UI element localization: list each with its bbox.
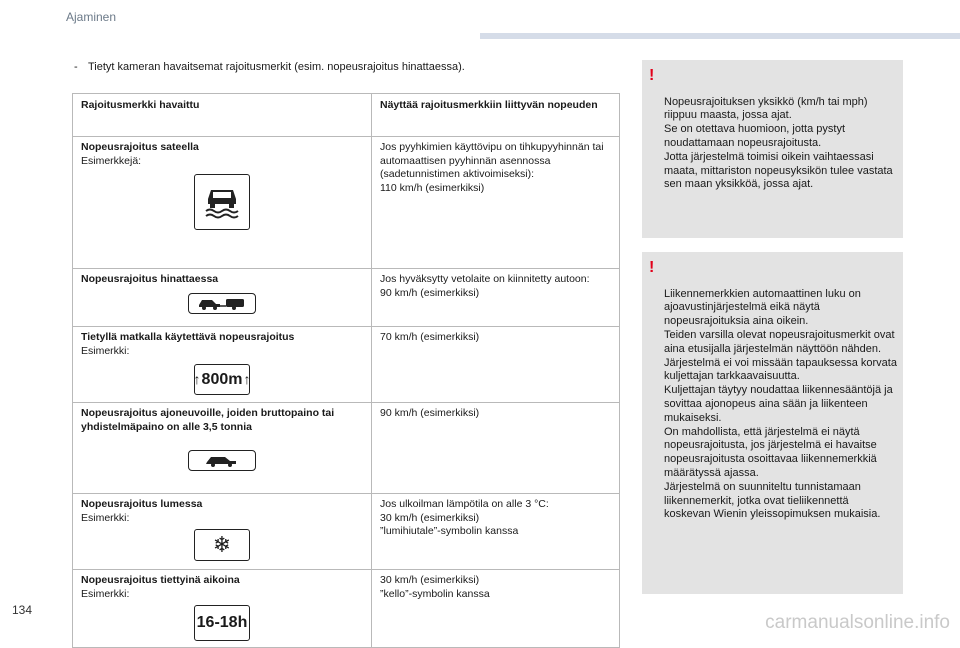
- row-title: Nopeusrajoitus ajoneuvoille, joiden bruttopaino tai yhdistelmäpaino on alle 3,5 tonnia: [81, 407, 335, 433]
- row-subtitle: Esimerkki:: [81, 587, 130, 600]
- time-period-icon: [194, 605, 250, 641]
- header-bar: [480, 33, 960, 39]
- warning-exclamation-icon: !: [649, 259, 655, 276]
- row-title: Tietyllä matkalla käytettävä nopeusrajoitus: [81, 331, 295, 343]
- distance-arrows-icon: ↑ 800m ↑: [194, 364, 250, 395]
- warning-exclamation-icon: !: [649, 67, 655, 84]
- table-row: [73, 570, 620, 648]
- row-subtitle: Esimerkki:: [81, 344, 130, 357]
- watermark: carmanualsonline.info: [765, 612, 950, 633]
- car-icon: [188, 450, 256, 471]
- sign-cell: [73, 570, 372, 648]
- speed-description: 70 km/h (esimerkiksi): [372, 327, 620, 403]
- table-header-row: [73, 94, 620, 137]
- speed-description: 30 km/h (esimerkiksi) ”kello”-symbolin kanssa: [372, 570, 620, 648]
- intro-sentence: Tietyt kameran havaitsemat rajoitusmerkit (esim. nopeusrajoitus hinattaessa).: [88, 61, 465, 73]
- table-row: [73, 327, 620, 403]
- note-text: Nopeusrajoituksen yksikkö (km/h tai mph) riippuu maasta, jossa ajat. Se on otettava huomioon, jotta pystyt noudattamaan nopeusrajoitusta. Jotta järjestelmä toimisi oikein vaihtaessasi maata, mittariston nopeusyksikön tulee vastata sen maan yksikköä, jossa ajat.: [664, 95, 893, 191]
- column-header-detected-sign: Rajoitusmerkki havaittu: [73, 94, 372, 137]
- sign-cell: [73, 137, 372, 269]
- row-subtitle: Esimerkki:: [81, 511, 130, 524]
- speed-description: Jos ulkoilman lämpötila on alle 3 °C: 30 km/h (esimerkiksi) ”lumihiutale”-symbolin kanssa: [372, 494, 620, 570]
- column-header-displayed-speed: Näyttää rajoitusmerkkiin liittyvän nopeuden: [372, 94, 620, 137]
- table-row: [73, 403, 620, 494]
- rain-road-car-icon: [194, 174, 250, 230]
- intro-text: [74, 61, 465, 73]
- row-title: Nopeusrajoitus tiettyinä aikoina: [81, 574, 240, 586]
- speed-description: Jos hyväksytty vetolaite on kiinnitetty autoon: 90 km/h (esimerkiksi): [372, 269, 620, 327]
- sign-cell: [73, 494, 372, 570]
- note-box-system-limits: [642, 252, 903, 594]
- sign-cell: [73, 403, 372, 494]
- note-box-speed-unit: [642, 60, 903, 238]
- distance-sign-text: 800m: [201, 370, 243, 388]
- row-title: Nopeusrajoitus lumessa: [81, 498, 203, 510]
- section-title: Ajaminen: [66, 10, 117, 24]
- speed-description: 90 km/h (esimerkiksi): [372, 403, 620, 494]
- row-subtitle: Esimerkkejä:: [81, 154, 142, 167]
- page-number: 134: [12, 603, 33, 617]
- time-sign-text: 16-18h: [196, 614, 248, 632]
- table-row: [73, 269, 620, 327]
- row-title: Nopeusrajoitus sateella: [81, 141, 199, 153]
- snowflake-icon: ❄: [194, 529, 250, 561]
- sign-cell: [73, 327, 372, 403]
- row-title: Nopeusrajoitus hinattaessa: [81, 273, 219, 285]
- car-with-trailer-icon: [188, 293, 256, 314]
- speed-limit-table: [72, 93, 620, 648]
- intro-bullet: -: [74, 61, 78, 73]
- speed-description: Jos pyyhkimien käyttövipu on tihkupyyhinnän tai automaattisen pyyhinnän asennossa (sadetunnistimen aktivoimiseksi): 110 km/h (esimerkiksi): [372, 137, 620, 269]
- table-row: [73, 137, 620, 269]
- sign-cell: [73, 269, 372, 327]
- table-row: [73, 494, 620, 570]
- note-text: Liikennemerkkien automaattinen luku on ajoavustinjärjestelmä eikä näytä nopeusrajoituksia aina oikein. Teiden varsilla olevat nopeusrajoitusmerkit ovat aina etusijalla järjestelmän näyttöön nähden. Järjestelmä ei voi missään tapauksessa korvata kuljettajan tarkkaavaisuutta. Kuljettajan täytyy noudattaa liikennesääntöjä ja sovittaa ajonopeus aina sään ja liikenteen mukaiseksi. On mahdollista, että järjestelmä ei näytä nopeusrajoitusta, jos järjestelmä ei havaitse nopeusrajoitusta osoittavaa liikennemerkkiä määrätyssä ajassa. Järjestelmä on suunniteltu tunnistamaan liikennemerkit, jotka ovat tieliikennettä koskevan Wienin yleissopimuksen mukaisia.: [664, 287, 897, 521]
